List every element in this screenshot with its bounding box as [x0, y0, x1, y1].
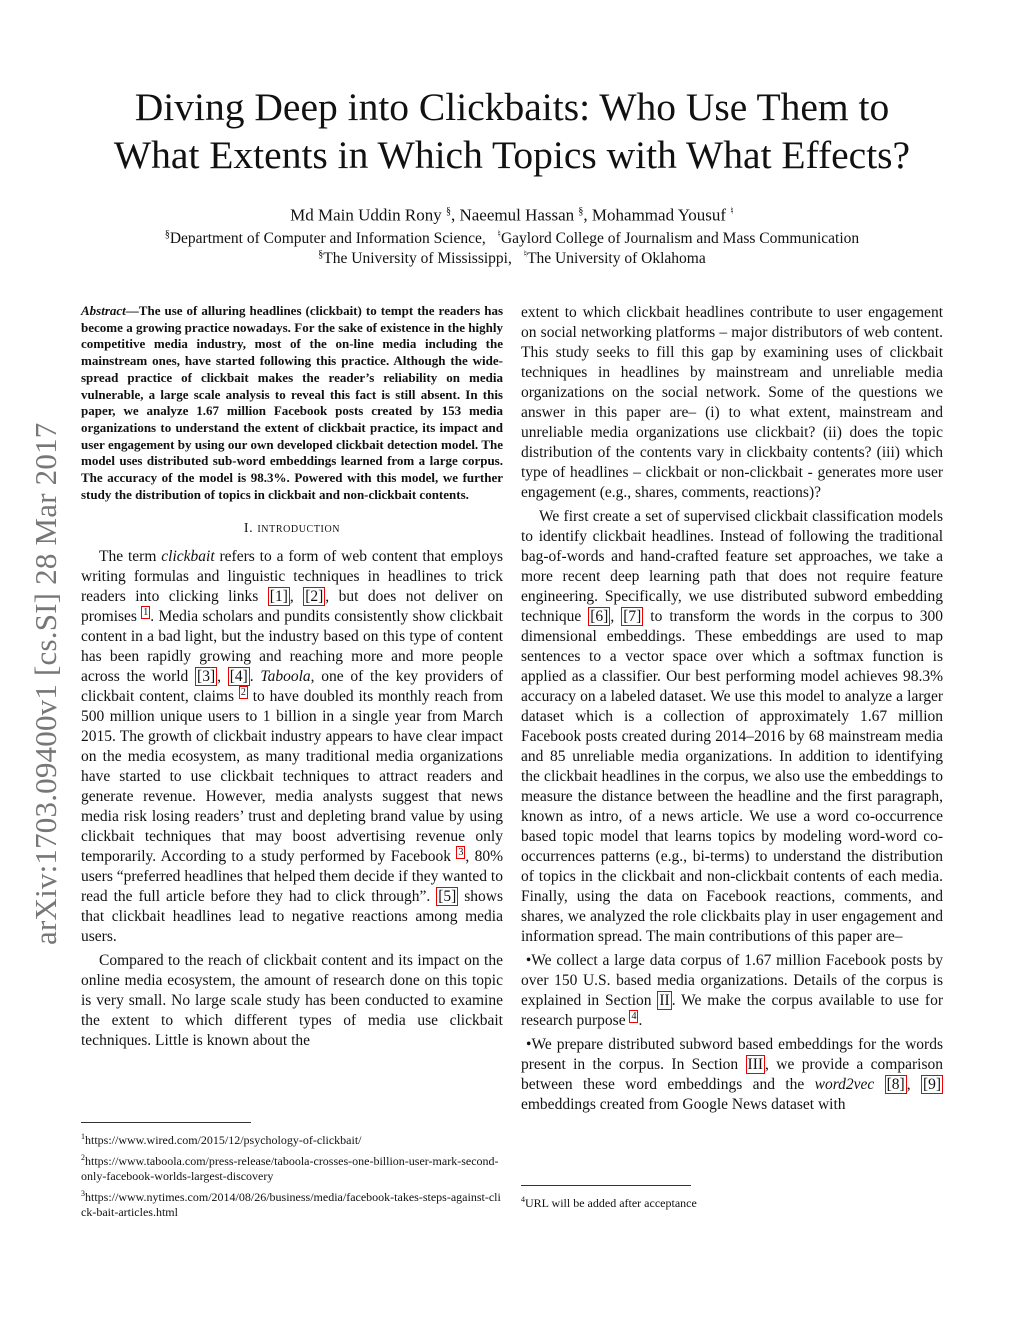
text-run: shows that clickbait headlines lead to negative reactions among media users.	[81, 888, 503, 946]
text-run: ,	[289, 588, 304, 606]
author-list: Md Main Uddin Rony §, Naeemul Hassan §, Mohammad Yousuf ♮	[290, 205, 734, 225]
text-run: embeddings created from Google News dataset with	[521, 1096, 846, 1113]
affiliation-symbol: §	[445, 206, 451, 217]
text-run: , 80% users “preferred headlines that helped them decide if they wanted to read the full article before they had to click through”.	[81, 848, 503, 906]
footnote-link[interactable]: 1	[143, 607, 149, 619]
emphasis-clickbait: clickbait	[161, 548, 215, 566]
text-run: The term	[99, 548, 162, 566]
citation-link[interactable]: [4]	[229, 668, 248, 686]
intro-paragraph-4	[521, 507, 943, 947]
contribution-bullet-2	[521, 1035, 943, 1115]
citation-link[interactable]: [6]	[590, 608, 609, 625]
footnote-url-link[interactable]: https://www.wired.com/2015/12/psychology-of-clickbait/	[85, 1133, 362, 1147]
footnote-text: URL will be added after acceptance	[525, 1196, 697, 1210]
text-run: .	[249, 668, 261, 686]
footnote-3	[81, 1186, 503, 1220]
affiliation-symbol: §	[578, 206, 584, 217]
footnote-number: 1	[81, 1132, 85, 1141]
affiliation-universities	[60, 245, 964, 269]
abstract-label: Abstract	[81, 303, 126, 318]
footnote-url-link[interactable]: https://www.taboola.com/press-release/taboola-crosses-one-billion-user-mark-second-only-facebook-worlds-largest-discovery	[81, 1154, 499, 1183]
footnote-link[interactable]: 4	[631, 1010, 637, 1022]
department-1: Department of Computer and Information Science,	[169, 230, 486, 248]
text-run: We collect a large data corpus of 1.67 million Facebook posts by over 150 U.S. based media organizations. Details of the corpus is explained in Section	[521, 952, 944, 1009]
university-1: The University of Mississippi,	[323, 250, 512, 268]
footnote-number: 3	[81, 1189, 85, 1198]
university-2: The University of Oklahoma	[527, 250, 706, 268]
text-run: to have doubled its monthly reach from 500 million unique users to 1 billion in a single year from March 2015. The growth of clickbait industry appears to have clear impact on the media ecosystem, as many traditional media organizations have started to use clickbait techniques to attract readers and generate revenue. However, media analysts suggest that news media risk losing readers’ trust and depleting brand value by using clickbait techniques that may boost advertising revenue only temporarily. According to a study performed by Facebook	[81, 688, 504, 866]
text-run: , but does not deliver on promises	[81, 588, 504, 626]
text-run: .	[638, 1012, 643, 1029]
text-run: . We make the corpus available to use for research purpose	[521, 992, 943, 1029]
footnotes-left	[81, 1122, 503, 1222]
citation-link[interactable]: [2]	[305, 588, 324, 606]
author-2: Naeemul Hassan	[459, 205, 575, 225]
left-column	[81, 303, 503, 1051]
footnote-link[interactable]: 3	[458, 847, 464, 859]
footnote-divider	[81, 1122, 251, 1123]
text-run: ,	[217, 668, 228, 686]
text-run: , one of the key providers of clickbait content, claims	[81, 668, 503, 706]
text-run: refers to a form of web content that employs writing formulas and linguistic techniques in headlines to trick readers into clicking links	[81, 548, 503, 606]
footnote-number: 4	[521, 1195, 525, 1204]
citation-link[interactable]: [8]	[886, 1076, 905, 1093]
contribution-bullet-1	[521, 951, 943, 1031]
department-2: Gaylord College of Journalism and Mass Communication	[500, 230, 860, 248]
footnote-number: 2	[81, 1153, 85, 1162]
affiliation-symbol: ♮	[523, 249, 528, 260]
section-number: I.	[243, 521, 254, 537]
section-heading-introduction	[81, 521, 503, 537]
intro-paragraph-1	[81, 547, 503, 947]
intro-paragraph-3: extent to which clickbait headlines contribute to user engagement on social networking platforms – major distributors of web content. This study seeks to fill this gap by examining uses of clickbait techniques in headlines by mainstream and unreliable media organizations on the social network. Some of the questions we answer in this paper are– (i) to what extent, mainstream and unreliable media organizations use clickbait? (ii) does the topic distribution of the contents vary in clickbaity contents? (iii) which type of headlines – clickbait or non-clickbait - generates more user engagement (e.g., shares, comments, reactions)?	[521, 304, 943, 501]
affiliation-symbol: §	[318, 249, 324, 260]
intro-paragraph-2: Compared to the reach of clickbait content and its impact on the online media ecosystem, the amount of research done on this topic is very small. No large scale study has been conducted to examine the extent to which different types of media use clickbait techniques. Little is known about the	[81, 952, 503, 1050]
arxiv-identifier: arXiv:1703.09400v1 [cs.SI] 28 Mar 2017	[28, 422, 63, 945]
section-reference-link[interactable]: II	[659, 992, 670, 1009]
footnotes-right	[521, 1185, 943, 1213]
affiliation-symbol: ♮	[730, 206, 734, 217]
footnote-4	[521, 1192, 943, 1211]
right-column	[521, 303, 943, 1115]
bullet-mark: •	[525, 952, 532, 969]
citation-link[interactable]: [5]	[438, 888, 457, 906]
footnote-url-link[interactable]: https://www.nytimes.com/2014/08/26/business/media/facebook-takes-steps-against-click-bait-articles.html	[81, 1190, 501, 1219]
text-run: We prepare distributed subword based embeddings for the words present in the corpus. In Section	[521, 1036, 944, 1073]
section-reference-link[interactable]: III	[747, 1056, 764, 1073]
emphasis-taboola: Taboola	[260, 668, 311, 686]
author-3: Mohammad Yousuf	[591, 205, 727, 225]
footnote-divider	[521, 1185, 691, 1186]
author-1: Md Main Uddin Rony	[290, 205, 442, 225]
text-run	[874, 1076, 884, 1093]
citation-link[interactable]: [3]	[197, 668, 216, 686]
footnote-2	[81, 1150, 503, 1184]
affiliation-symbol: §	[164, 229, 170, 240]
affiliation-symbol: ♮	[497, 229, 501, 240]
abstract: Abstract—The use of alluring headlines (clickbait) to tempt the readers has become a growing practice nowadays. For the sake of existence in the highly competitive media industry, most of the on-line media including the mainstream ones, have started following this practice. Although the wide-spread practice of clickbait makes the reader’s reliability on media vulnerable, a large scale analysis to reveal this fact is still absent. In this paper, we analyze 1.67 million Facebook posts created by 153 media organizations to understand the extent of clickbait practice, its impact and user engagement by using our own developed clickbait detection model. The model uses distributed sub-word embeddings learned from a large corpus. The accuracy of the model is 98.3%. Powered with this model, we further study the distribution of topics in clickbait and non-clickbait contents.	[81, 303, 503, 502]
text-run: ,	[906, 1076, 921, 1093]
text-run: ,	[610, 608, 622, 625]
abstract-text: The use of alluring headlines (clickbait) to tempt the readers has become a growing practice nowadays. For the sake of existence in the highly competitive media industry, most of the on-line media including the mainstream ones, have started following this practice. Although the wide-spread practice of clickbait makes the reader’s reliability on media vulnerable, a large scale analysis to reveal this fact is still absent. In this paper, we analyze 1.67 million Facebook posts created by 153 media organizations to understand the extent of clickbait practice, its impact and user engagement by using our own developed clickbait detection model. The model uses distributed sub-word embeddings learned from a large corpus. The accuracy of the model is 98.3%. Powered with this model, we further study the distribution of topics in clickbait and non-clickbait contents.	[81, 303, 503, 502]
section-title: introduction	[257, 521, 341, 537]
title-line-2: What Extents in Which Topics with What Effects?	[113, 133, 911, 177]
footnote-link[interactable]: 2	[240, 687, 246, 699]
paper-title	[60, 83, 964, 179]
citation-link[interactable]: [9]	[922, 1076, 942, 1093]
text-run: , we provide a comparison between these word embeddings and the	[521, 1056, 943, 1093]
text-run: . Media scholars and pundits consistently show clickbait content in a bad light, but the industry based on this type of content has been rapidly growing and reaching more and more people across the world	[81, 608, 503, 686]
text-run: We first create a set of supervised clickbait classification models to identify clickbait headlines. Instead of following the traditional bag-of-words and hand-crafted feature set approaches, we take a more recent deep learning path that does not require feature engineering. Specifically, we use distributed subword embedding technique	[521, 508, 943, 625]
bullet-mark: •	[526, 1036, 532, 1053]
text-run: to transform the words in the corpus to 300 dimensional embeddings. These embeddings are used to map sentences to a vector space over which a softmax function is applied as a classifier. Our best performing model achieves 98.3% accuracy on a labeled dataset. We use this model to analyze a larger dataset which is a collection of approximately 1.67 million Facebook posts created during 2014–2016 by 68 mainstream media and 85 unreliable media organizations. In addition to identifying the clickbait headlines in the corpus, we also use the embeddings to measure the distance between the headline and the first paragraph, known as intro, of a news article. We use a word co-occurrence based topic model that learns topics by modeling word-word co-occurrences patterns (e.g., bi-terms) to understand the distribution of topics in the clickbait and non-clickbait contents of each media. Finally, using the data on Facebook reactions, comments, and shares, we analyzed the role clickbaits play in user engagement and information spread. The main contributions of this paper are–	[521, 608, 943, 945]
citation-link[interactable]: [7]	[623, 608, 642, 625]
footnote-1	[81, 1129, 503, 1148]
citation-link[interactable]: [1]	[269, 588, 288, 606]
title-line-1: Diving Deep into Clickbaits: Who Use Them to	[134, 85, 890, 129]
emphasis-word2vec: word2vec	[814, 1076, 875, 1093]
